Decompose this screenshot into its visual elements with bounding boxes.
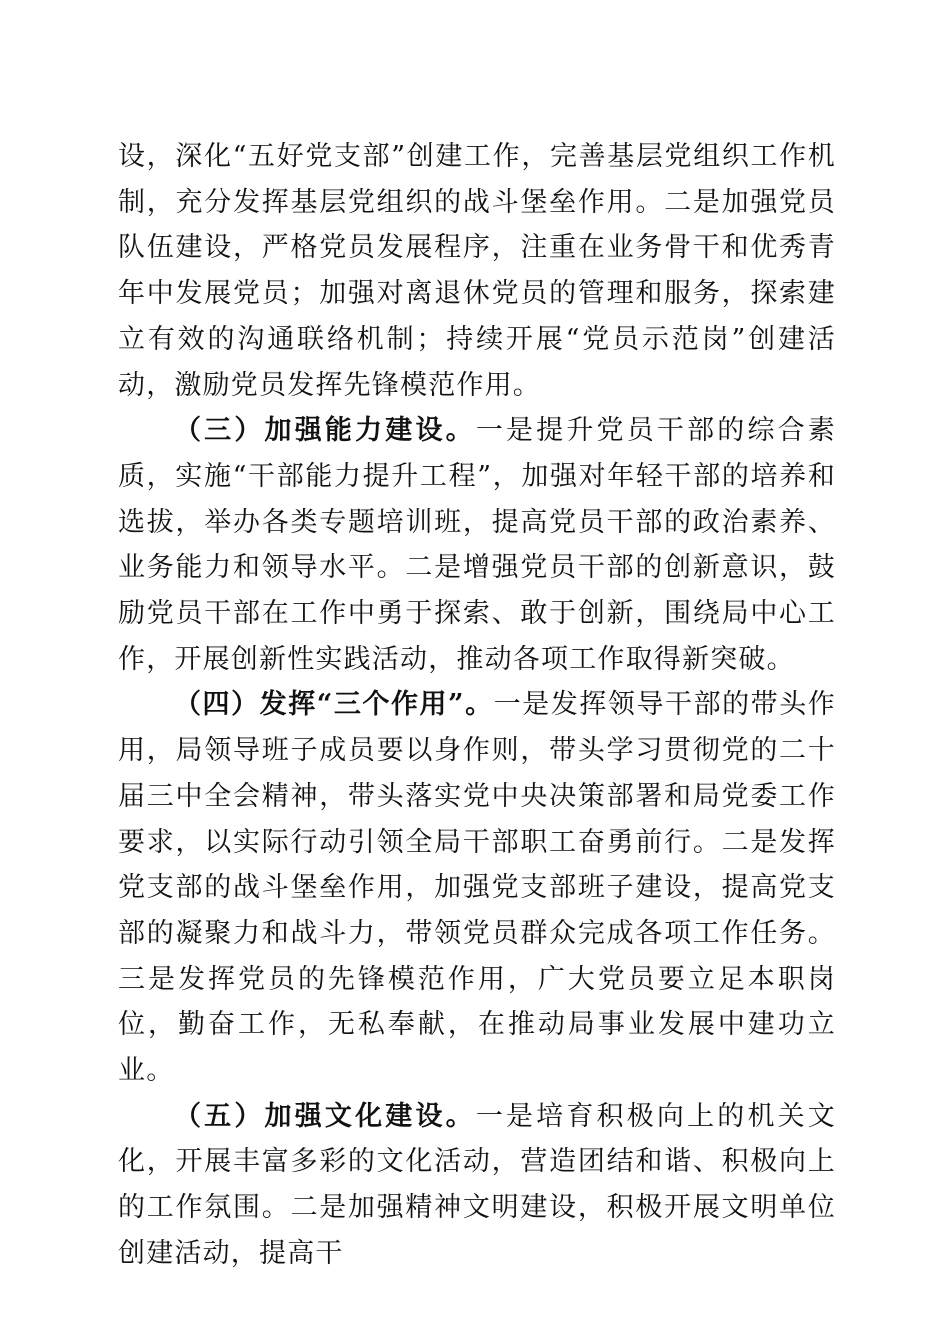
paragraph-continuation <box>118 134 836 408</box>
section-heading: （三）加强能力建设。 <box>174 415 476 447</box>
paragraph-body: 一是提升党员干部的综合素质，实施“干部能力提升工程”，加强对年轻干部的培养和选拔，举办各类专题培训班，提高党员干部的政治素养、业务能力和领导水平。二是增强党员干部的创新意识，鼓励党员干部在工作中勇于探索、敢于创新，围绕局中心工作，开展创新性实践活动，推动各项工作取得新突破。 <box>118 415 836 675</box>
document-body <box>118 134 836 1277</box>
paragraph-section-5 <box>118 1094 836 1277</box>
paragraph-body: 设，深化“五好党支部”创建工作，完善基层党组织工作机制，充分发挥基层党组织的战斗堡垒作用。二是加强党员队伍建设，严格党员发展程序，注重在业务骨干和优秀青年中发展党员；加强对离退休党员的管理和服务，探索建立有效的沟通联络机制；持续开展“党员示范岗”创建活动，激励党员发挥先锋模范作用。 <box>118 141 836 401</box>
paragraph-section-3 <box>118 408 836 682</box>
section-heading: （四）发挥“三个作用”。 <box>174 689 494 721</box>
paragraph-body: 一是培育积极向上的机关文化，开展丰富多彩的文化活动，营造团结和谐、积极向上的工作氛围。二是加强精神文明建设，积极开展文明单位创建活动，提高干 <box>118 1100 836 1269</box>
section-heading: （五）加强文化建设。 <box>174 1100 476 1132</box>
paragraph-body: 一是发挥领导干部的带头作用，局领导班子成员要以身作则，带头学习贯彻党的二十届三中全会精神，带头落实党中央决策部署和局党委工作要求，以实际行动引领全局干部职工奋勇前行。二是发挥党支部的战斗堡垒作用，加强党支部班子建设，提高党支部的凝聚力和战斗力，带领党员群众完成各项工作任务。三是发挥党员的先锋模范作用，广大党员要立足本职岗位，勤奋工作，无私奉献，在推动局事业发展中建功立业。 <box>118 689 836 1087</box>
paragraph-section-4 <box>118 682 836 1093</box>
